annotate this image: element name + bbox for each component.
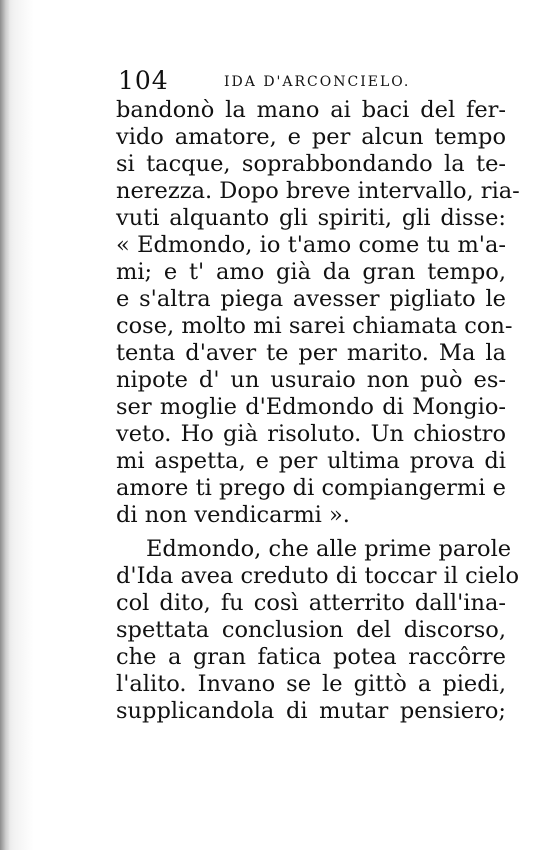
text-line: che a gran fatica potea raccôrre: [116, 644, 506, 670]
text-line: mi; e t' amo già da gran tempo,: [116, 259, 506, 285]
page-gutter-shadow: [0, 0, 10, 850]
text-line: spettata conclusion del discorso,: [116, 617, 506, 643]
paragraph-gap: [116, 529, 506, 536]
text-line: di non vendicarmi ».: [116, 502, 350, 528]
text-line: bandonò la mano ai baci del fer-: [116, 97, 506, 123]
text-line: tenta d'aver te per marito. Ma la: [116, 340, 506, 366]
text-line: cose, molto mi sarei chiamata con-: [116, 313, 513, 339]
text-line: ser moglie d'Edmondo di Mongio-: [116, 394, 506, 420]
text-line: d'Ida avea creduto di toccar il cielo: [116, 563, 520, 589]
text-line: veto. Ho già risoluto. Un chiostro: [116, 421, 506, 447]
body-text: [116, 97, 520, 725]
text-line: supplicandola di mutar pensiero;: [116, 698, 506, 724]
text-line: col dito, fu così atterrito dall'ina-: [116, 590, 506, 616]
text-line: « Edmondo, io t'amo come tu m'a-: [116, 232, 506, 258]
text-line: vido amatore, e per alcun tempo: [116, 124, 506, 150]
text-line: si tacque, soprabbondando la te-: [116, 151, 506, 177]
text-line: nerezza. Dopo breve intervallo, ria-: [116, 178, 520, 204]
running-title: IDA D'ARCONCIELO.: [224, 74, 411, 90]
text-line: mi aspetta, e per ultima prova di: [116, 448, 506, 474]
text-line: e s'altra piega avesser pigliato le: [116, 286, 506, 312]
text-line: amore ti prego di compiangermi e: [116, 475, 506, 501]
text-line: l'alito. Invano se le gittò a piedi,: [116, 671, 506, 697]
text-line: nipote d' un usuraio non può es-: [116, 367, 506, 393]
running-head: [118, 66, 508, 96]
page-number: 104: [118, 66, 169, 95]
text-line: vuti alquanto gli spiriti, gli disse:: [116, 205, 506, 231]
text-line: Edmondo, che alle prime parole: [146, 536, 512, 562]
